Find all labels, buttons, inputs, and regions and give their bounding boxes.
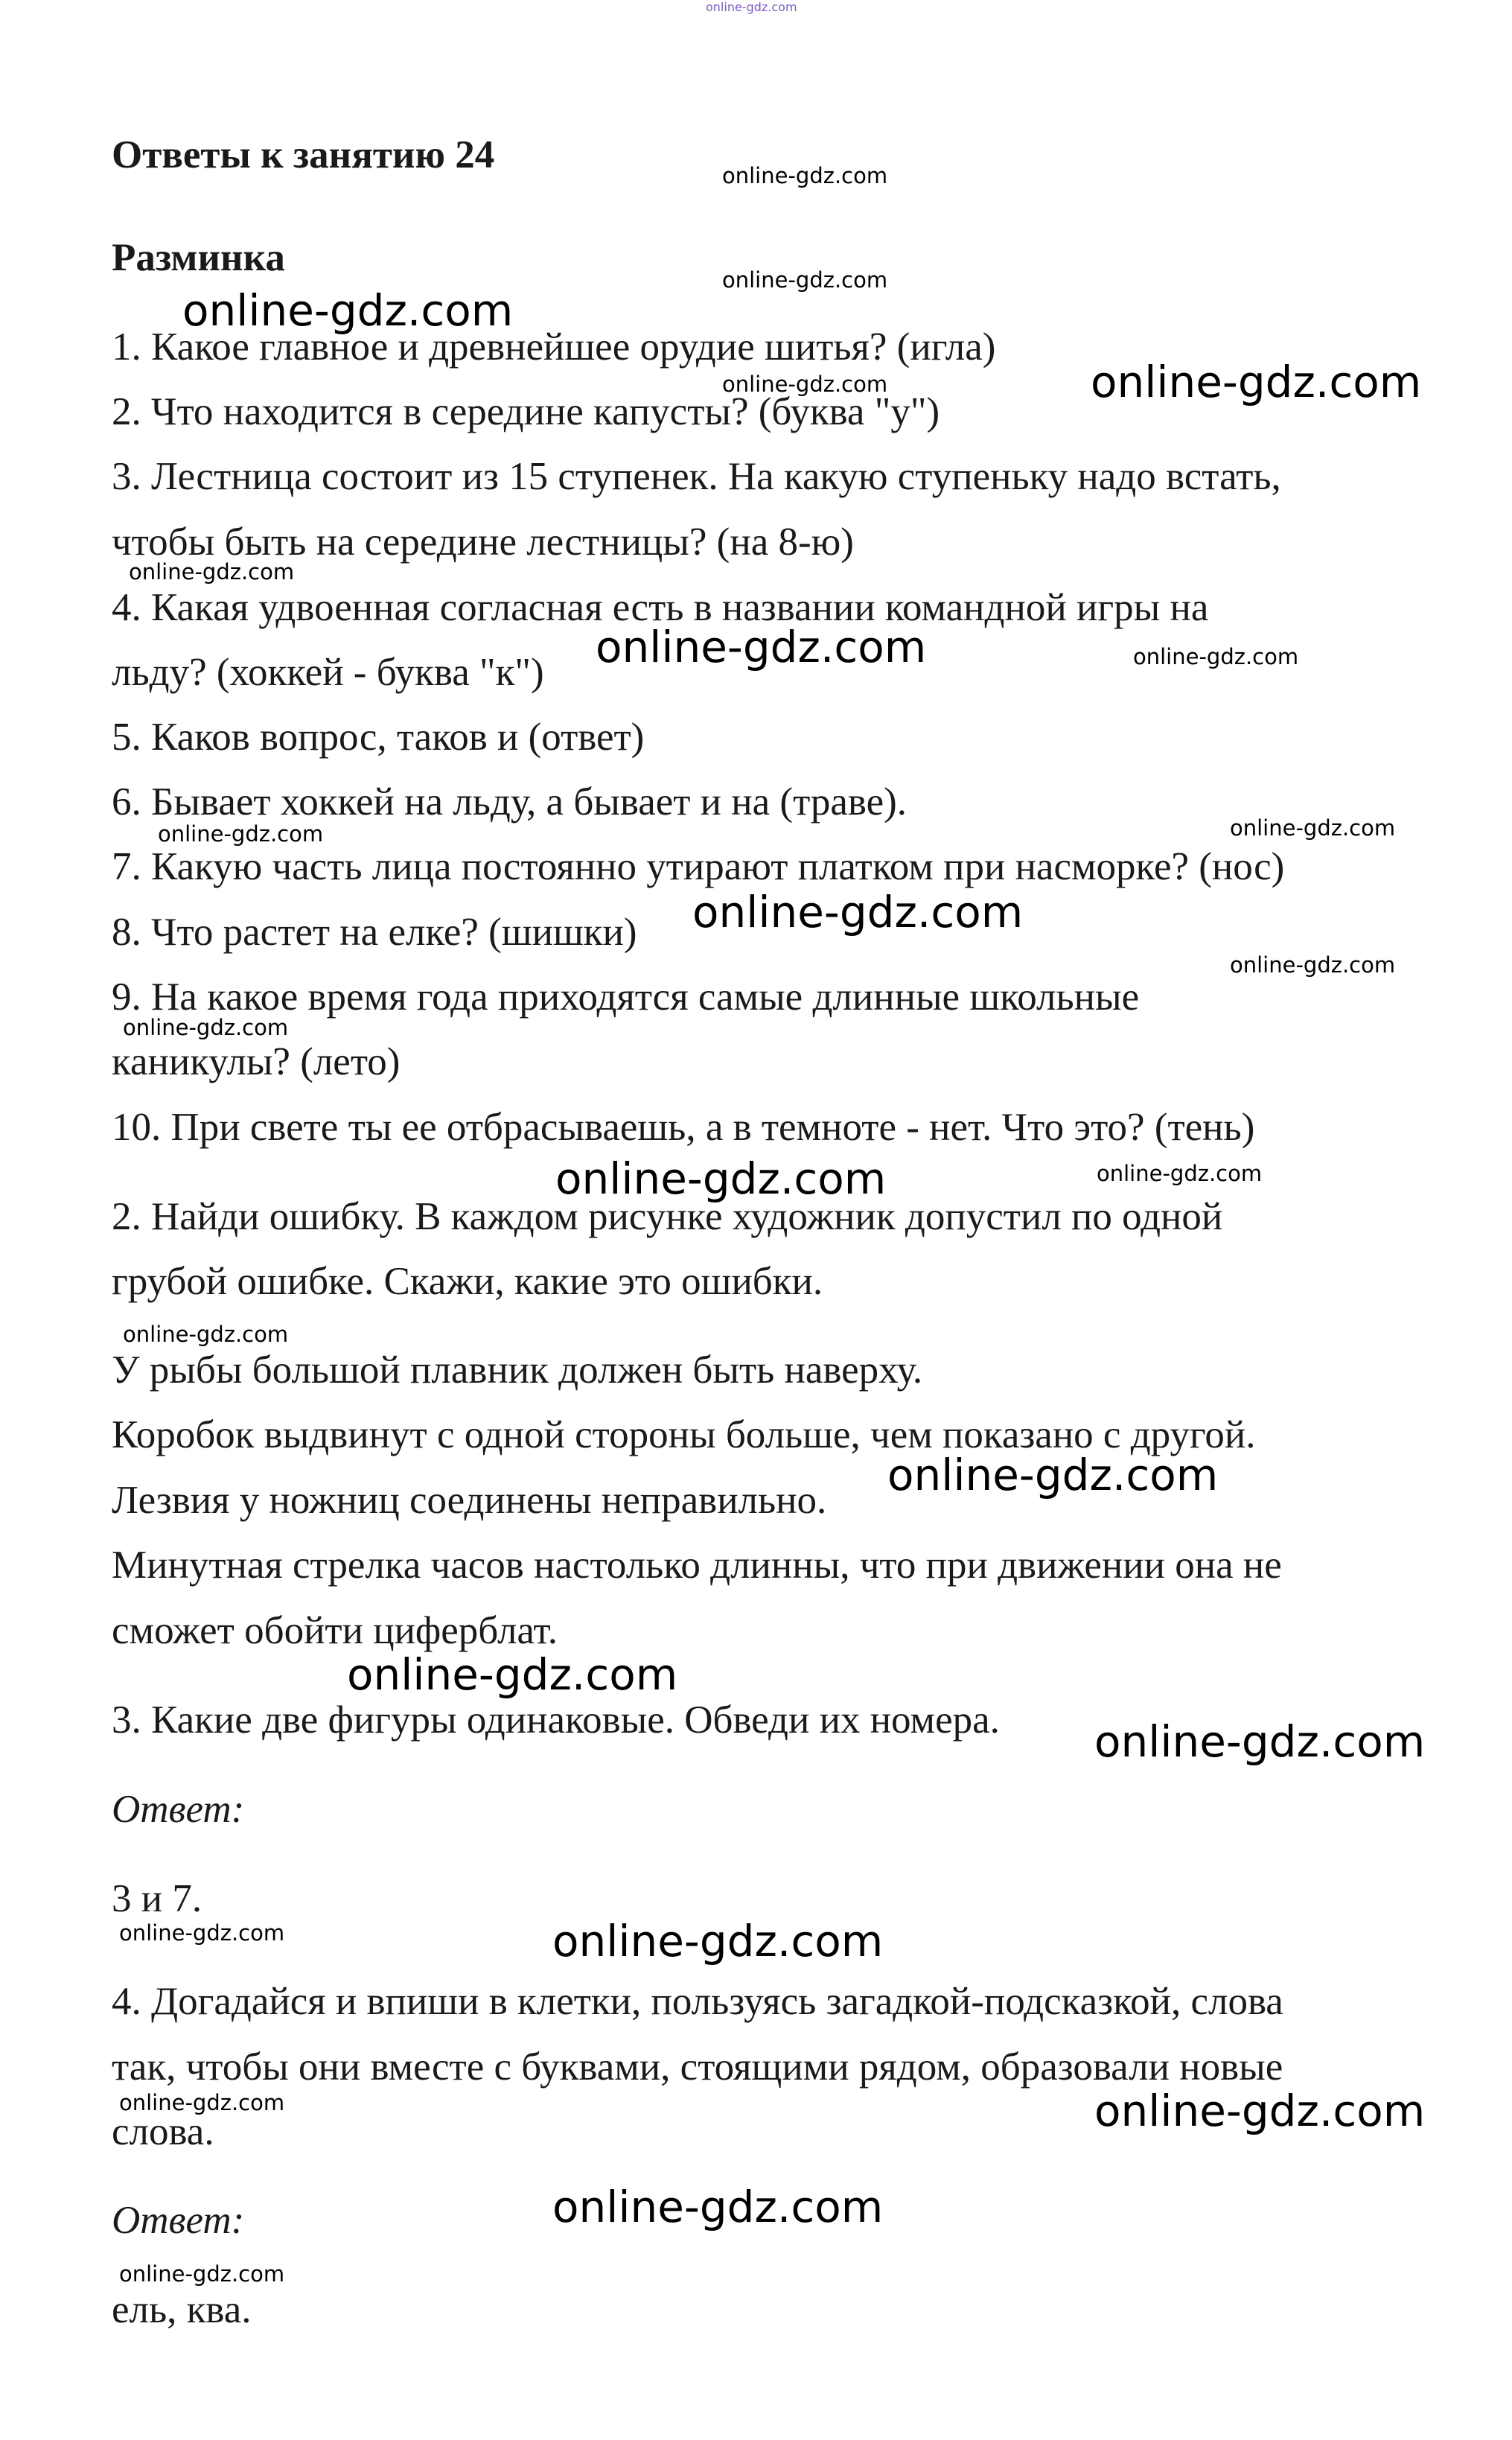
watermark: online-gdz.com — [692, 887, 1024, 937]
warmup-line: 7. Какую часть лица постоянно утирают платком при насморке? (нос) — [112, 845, 1285, 888]
watermark: online-gdz.com — [158, 821, 324, 847]
watermark-top: online-gdz.com — [706, 0, 797, 14]
watermark: online-gdz.com — [596, 622, 927, 672]
watermark: online-gdz.com — [552, 1916, 884, 1966]
watermark: online-gdz.com — [1094, 1716, 1426, 1767]
warmup-line: 1. Какое главное и древнейшее орудие шитья? (игла) — [112, 325, 996, 369]
watermark: online-gdz.com — [1230, 815, 1396, 841]
task3-question: 3. Какие две фигуры одинаковые. Обведи их номера. — [112, 1698, 1000, 1742]
task4-line: 4. Догадайся и впиши в клетки, пользуясь загадкой-подсказкой, слова — [112, 1980, 1283, 2023]
watermark: online-gdz.com — [1091, 357, 1422, 407]
task2-answer: У рыбы большой плавник должен быть наверху. — [112, 1348, 923, 1392]
warmup-line: 2. Что находится в середине капусты? (буква "у") — [112, 390, 940, 433]
watermark: online-gdz.com — [347, 1649, 678, 1700]
watermark: online-gdz.com — [887, 1450, 1219, 1500]
watermark: online-gdz.com — [722, 267, 888, 293]
task4-line: так, чтобы они вместе с буквами, стоящими рядом, образовали новые — [112, 2045, 1283, 2089]
page-title: Ответы к занятию 24 — [112, 133, 495, 176]
task4-line: слова. — [112, 2110, 214, 2153]
watermark: online-gdz.com — [1094, 2086, 1426, 2136]
warmup-line: 9. На какое время года приходятся самые длинные школьные — [112, 975, 1140, 1019]
warmup-line: 6. Бывает хоккей на льду, а бывает и на (траве). — [112, 780, 907, 824]
watermark: online-gdz.com — [722, 163, 888, 188]
watermark: online-gdz.com — [182, 285, 514, 336]
watermark: online-gdz.com — [1097, 1161, 1263, 1186]
warmup-line: каникулы? (лето) — [112, 1040, 401, 1083]
watermark: online-gdz.com — [129, 559, 295, 584]
watermark: online-gdz.com — [119, 2090, 285, 2115]
warmup-line: 5. Каков вопрос, таков и (ответ) — [112, 716, 645, 759]
task2-answer: Минутная стрелка часов настолько длинны, что при движении она не — [112, 1544, 1282, 1587]
task4-answer-label: Ответ: — [112, 2199, 245, 2242]
watermark: online-gdz.com — [1230, 952, 1396, 978]
warmup-line: льду? (хоккей - буква "к") — [112, 651, 544, 694]
watermark: online-gdz.com — [123, 1015, 289, 1040]
task2-answer: Коробок выдвинут с одной стороны больше, чем показано с другой. — [112, 1413, 1256, 1456]
warmup-line: чтобы быть на середине лестницы? (на 8-ю) — [112, 520, 854, 564]
warmup-line: 10. При свете ты ее отбрасываешь, а в темноте - нет. Что это? (тень) — [112, 1106, 1255, 1149]
watermark: online-gdz.com — [1133, 644, 1299, 669]
task2-answer: сможет обойти циферблат. — [112, 1609, 558, 1652]
warmup-heading: Разминка — [112, 236, 285, 279]
task4-answer: ель, ква. — [112, 2288, 252, 2331]
watermark: online-gdz.com — [555, 1153, 887, 1204]
task3-answer: 3 и 7. — [112, 1877, 202, 1920]
watermark: online-gdz.com — [119, 2261, 285, 2287]
warmup-line: 4. Какая удвоенная согласная есть в названии командной игры на — [112, 586, 1209, 629]
task2-line: грубой ошибке. Скажи, какие это ошибки. — [112, 1260, 823, 1303]
watermark: online-gdz.com — [119, 1920, 285, 1946]
warmup-line: 3. Лестница состоит из 15 ступенек. На какую ступеньку надо встать, — [112, 455, 1281, 498]
watermark: online-gdz.com — [722, 372, 888, 397]
watermark: online-gdz.com — [552, 2182, 884, 2232]
task2-answer: Лезвия у ножниц соединены неправильно. — [112, 1479, 827, 1522]
task2-line: 2. Найди ошибку. В каждом рисунке художник допустил по одной — [112, 1195, 1223, 1238]
task3-answer-label: Ответ: — [112, 1788, 245, 1831]
warmup-line: 8. Что растет на елке? (шишки) — [112, 911, 637, 954]
watermark: online-gdz.com — [123, 1322, 289, 1347]
